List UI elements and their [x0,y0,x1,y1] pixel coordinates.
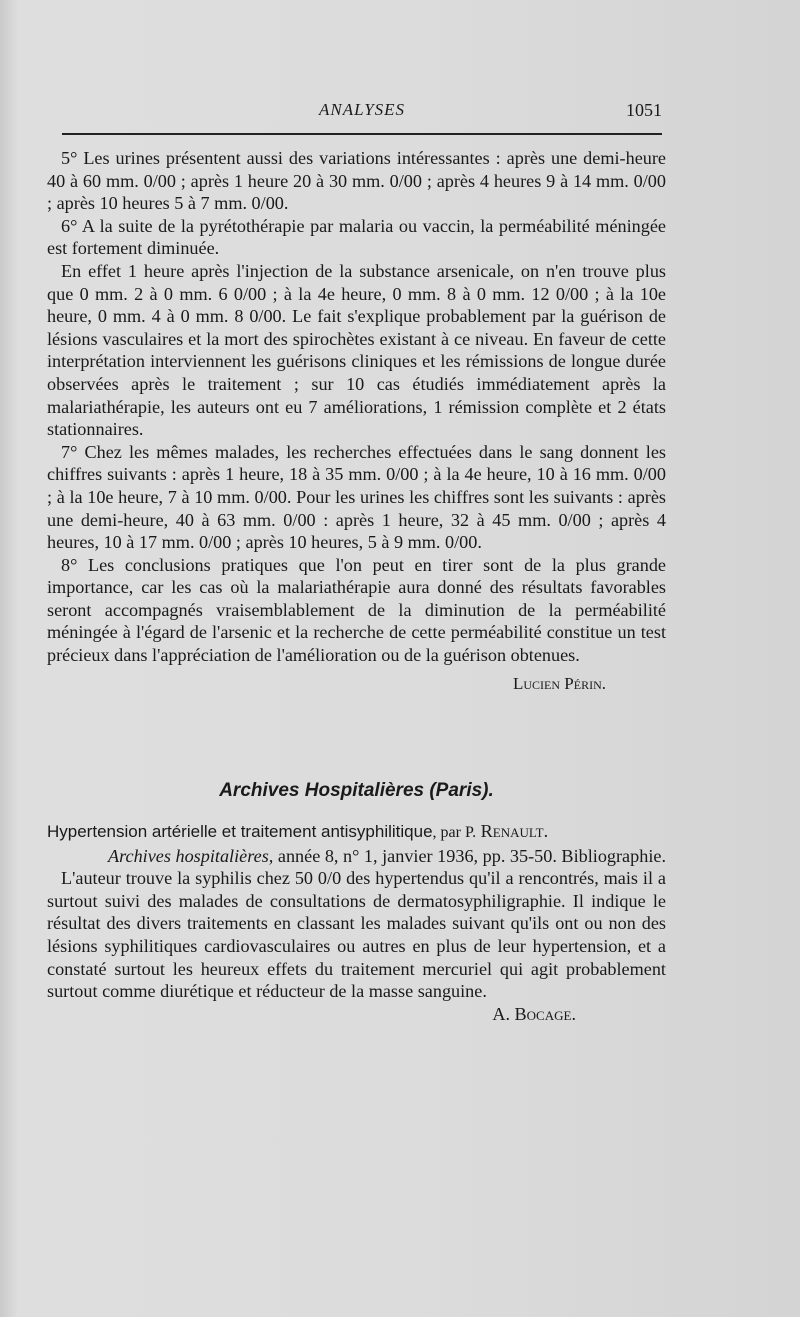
review-heading [47,820,666,845]
paragraph-6: 6° A la suite de la pyrétothérapie par malaria ou vaccin, la perméabilité méningée est fortement diminuée. [47,215,666,259]
page-number: 1051 [626,100,662,120]
page-header [62,100,662,126]
paragraph-7: 7° Chez les mêmes malades, les recherches effectuées dans le sang donnent les chiffres suivants : après 1 heure, 18 à 35 mm. 0/00 ; à la 4e heure, 10 à 16 mm. 0/00 ; à la 10e heure, 7 à 10 mm. 0/00. Pour les urines les chiffres sont les suivants : après une demi-heure, 40 à 63 mm. 0/00 : après 1 heure, 32 à 45 mm. 0/00 ; après 4 heures, 10 à 17 mm. 0/00 ; après 10 heures, 5 à 9 mm. 0/00. [47,441,666,553]
article-author: Renault. [480,821,549,841]
review-entry [47,820,666,1025]
article-title: Hypertension artérielle et traitement antisyphilitique [47,822,433,841]
citation-details: année 8, n° 1, janvier 1936, pp. 35-50. Bibliographie. [277,845,666,866]
signature: Lucien Périn. [513,673,606,693]
reviewer-signature: A. Bocage. [492,1003,576,1024]
running-head: ANALYSES [318,100,406,119]
paragraph-en-effet: En effet 1 heure après l'injection de la substance arsenicale, on n'en trouve plus que 0 mm. 2 à 0 mm. 6 0/00 ; à la 4e heure, 0 mm. 8 à 0 mm. 12 0/00 ; à la 10e heure, 0 mm. 4 à 0 mm. 8 0/00. Le fait s'explique probablement par la guérison de lésions vasculaires et la mort des spirochètes existant à ce niveau. En faveur de cette interprétation interviennent les guérisons cliniques et les rémissions de longue durée observées après le traitement ; sur 10 cas étudiés immédiatement après la malariathérapie, les auteurs ont eu 7 améliorations, 1 rémission complète et 2 états stationnaires. [47,260,666,440]
header-rule [62,133,662,135]
paragraph-5: 5° Les urines présentent aussi des variations intéressantes : après une demi-heure 40 à 60 mm. 0/00 ; après 1 heure 20 à 30 mm. 0/00 ; après 4 heures 9 à 14 mm. 0/00 ; après 10 heures 5 à 7 mm. 0/00. [47,148,666,214]
journal-section-title: Archives Hospitalières (Paris). [219,780,494,801]
citation-journal: Archives hospitalières, [107,845,274,866]
review-body: L'auteur trouve la syphilis chez 50 0/0 des hypertendus qu'il a rencontrés, mais il a surtout suivi des malades de consultations de dermatosyphiligraphie. Il indique le résultat des divers traitements en classant les malades suivant qu'ils ont ou non des lésions syphilitiques cardiovasculaires ou autres en plus de leur hypertension, et a constaté surtout les heureux effets du traitement mercuriel qui agit probablement surtout comme diurétique et réducteur de la masse sanguine. [47,868,666,1002]
citation [47,845,666,868]
paragraph-8: 8° Les conclusions pratiques que l'on peut en tirer sont de la plus grande importance, car les cas où la malariathérapie aura donné des résultats favorables seront accompagnés vraisemblablement de la diminution de la perméabilité méningée à l'égard de l'arsenic et la recherche de cette perméabilité constitue un test précieux dans l'appréciation de l'amélioration ou de la guérison obtenues. [47,554,666,666]
by-line: , par P. [432,824,477,841]
review-text [47,867,666,1024]
body-text [47,147,666,695]
